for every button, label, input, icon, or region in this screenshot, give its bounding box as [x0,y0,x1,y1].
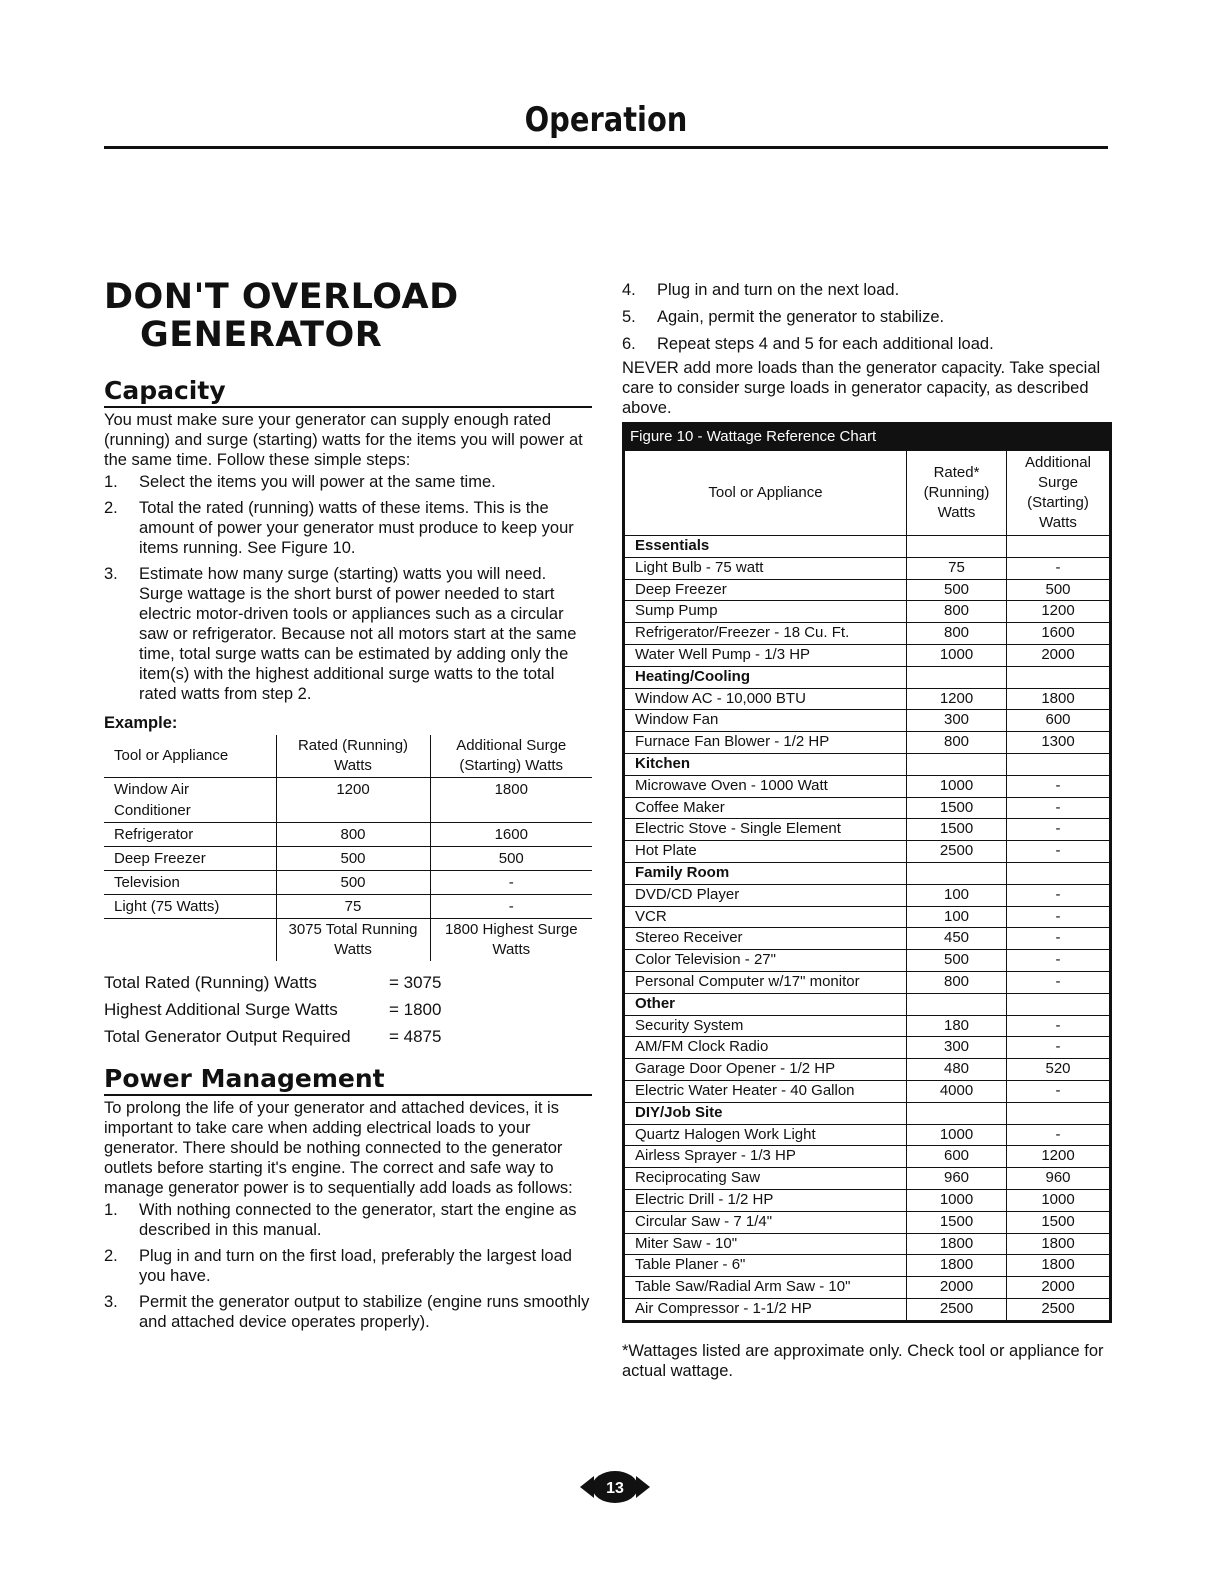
left-column [104,278,592,1338]
continued-steps [622,280,1110,354]
table-row: Stereo Receiver 450 - [625,928,1110,950]
list-item: 6. Repeat steps 4 and 5 for each additional load. [622,335,994,353]
section-title-line2: GENERATOR [140,315,383,355]
table-row: Airless Sprayer - 1/3 HP 600 1200 [625,1146,1110,1168]
table-row: Garage Door Opener - 1/2 HP 480 520 [625,1059,1110,1081]
table-row: Reciprocating Saw 960 960 [625,1168,1110,1190]
table-row: Sump Pump 800 1200 [625,601,1110,623]
table-row: Electric Stove - Single Element 1500 - [625,819,1110,841]
power-steps [104,1200,592,1332]
table-row: Color Television - 27" 500 - [625,950,1110,972]
capacity-intro: You must make sure your generator can supply enough rated (running) and surge (starting) watts for the items you will power at the same time. Follow these simple steps: [104,411,583,469]
list-item: 4. Plug in and turn on the next load. [622,281,900,299]
category-row: Essentials [625,536,1110,558]
table-row: Window Fan 300 600 [625,710,1110,732]
table-row: Microwave Oven - 1000 Watt 1000 - [625,775,1110,797]
page-header-title: Operation [524,100,688,140]
example-table [104,735,592,961]
table-row: Hot Plate 2500 - [625,841,1110,863]
section-title [104,278,592,354]
left-arrow-icon [580,1476,594,1498]
right-column [622,278,1110,1381]
category-row: DIY/Job Site [625,1102,1110,1124]
category-row: Heating/Cooling [625,666,1110,688]
category-row: Other [625,993,1110,1015]
section-title-line1: DON'T OVERLOAD [104,277,459,317]
table-row: Coffee Maker 1500 - [625,797,1110,819]
table-row: Quartz Halogen Work Light 1000 - [625,1124,1110,1146]
list-item: 2. Total the rated (running) watts of these items. This is the amount of power your generator must produce to keep your items running. See Figure 10. [104,499,574,557]
table-row: Furnace Fan Blower - 1/2 HP 800 1300 [625,732,1110,754]
page-number-badge [580,1470,650,1504]
table-row: Table Saw/Radial Arm Saw - 10" 2000 2000 [625,1277,1110,1299]
totals-row: Total Rated (Running) Watts = 3075 [104,973,442,992]
capacity-heading: Capacity [104,376,592,408]
table-row: Deep Freezer 500 500 [104,847,592,871]
totals-block [104,969,592,1050]
power-management-intro: To prolong the life of your generator and attached devices, it is important to take care when adding electrical loads to your generator. There should be nothing connected to the generator outlets before starting it's engine. The correct and safe way to manage generator power is to sequentially add loads as follows: [104,1099,573,1197]
list-item: 3. Permit the generator output to stabilize (engine runs smoothly and attached device operates properly). [104,1293,590,1331]
page-number: 13 [606,1480,624,1497]
table-row: Table Planer - 6" 1800 1800 [625,1255,1110,1277]
table-row: Window AC - 10,000 BTU 1200 1800 [625,688,1110,710]
right-arrow-icon [636,1476,650,1498]
table-row: Refrigerator/Freezer - 18 Cu. Ft. 800 1600 [625,623,1110,645]
list-item: 1. With nothing connected to the generator, start the engine as described in this manual. [104,1201,577,1239]
table-row: Window Air Conditioner 1200 1800 [104,778,592,823]
table-header-row: Tool or Appliance Rated* (Running) Watts Additional Surge (Starting) Watts [625,451,1110,536]
warning-text: NEVER add more loads than the generator capacity. Take special care to consider surge loads in generator capacity, as described above. [622,359,1101,417]
table-row: Refrigerator 800 1600 [104,823,592,847]
wattage-table [624,450,1110,1321]
table-row: DVD/CD Player 100 - [625,884,1110,906]
table-header-row: Tool or Appliance Rated (Running) Watts Additional Surge (Starting) Watts [104,735,592,778]
list-item: 5. Again, permit the generator to stabilize. [622,308,945,326]
table-row: Miter Saw - 10" 1800 1800 [625,1233,1110,1255]
table-row: Deep Freezer 500 500 [625,579,1110,601]
wattage-chart [622,422,1112,1323]
totals-row: Total Generator Output Required = 4875 [104,1027,442,1046]
table-row: Television 500 - [104,871,592,895]
list-item: 2. Plug in and turn on the first load, preferably the largest load you have. [104,1247,572,1285]
table-row: VCR 100 - [625,906,1110,928]
list-item: 1. Select the items you will power at the same time. [104,473,496,491]
table-row: Electric Water Heater - 40 Gallon 4000 - [625,1080,1110,1102]
table-row: Circular Saw - 7 1/4" 1500 1500 [625,1211,1110,1233]
highest-surge-cell: 1800 Highest Surge Watts [430,919,592,962]
capacity-steps [104,472,592,704]
table-row: Security System 180 - [625,1015,1110,1037]
table-row: Light Bulb - 75 watt 75 - [625,557,1110,579]
example-label: Example: [104,714,178,732]
table-row: Air Compressor - 1-1/2 HP 2500 2500 [625,1298,1110,1320]
category-row: Family Room [625,862,1110,884]
table-row: AM/FM Clock Radio 300 - [625,1037,1110,1059]
table-row: Electric Drill - 1/2 HP 1000 1000 [625,1189,1110,1211]
table-total-row [104,919,592,962]
power-management-heading: Power Management [104,1064,592,1096]
table-row: Personal Computer w/17" monitor 800 - [625,971,1110,993]
list-item: 3. Estimate how many surge (starting) watts you will need. Surge wattage is the short burst of power needed to start electric motor-driven tools or appliances such as a circular saw or refrigerator. Because not all motors start at the same time, total surge watts can be estimated by adding only the item(s) with the highest additional surge watts to the total rated watts from step 2. [104,565,577,703]
total-running-cell: 3075 Total Running Watts [276,919,430,962]
footnote: *Wattages listed are approximate only. Check tool or appliance for actual wattage. [622,1341,1104,1380]
category-row: Kitchen [625,753,1110,775]
figure-title: Figure 10 - Wattage Reference Chart [624,424,1110,450]
table-row: Light (75 Watts) 75 - [104,895,592,919]
table-row: Water Well Pump - 1/3 HP 1000 2000 [625,644,1110,666]
header-rule [104,146,1108,149]
totals-row: Highest Additional Surge Watts = 1800 [104,1000,442,1019]
